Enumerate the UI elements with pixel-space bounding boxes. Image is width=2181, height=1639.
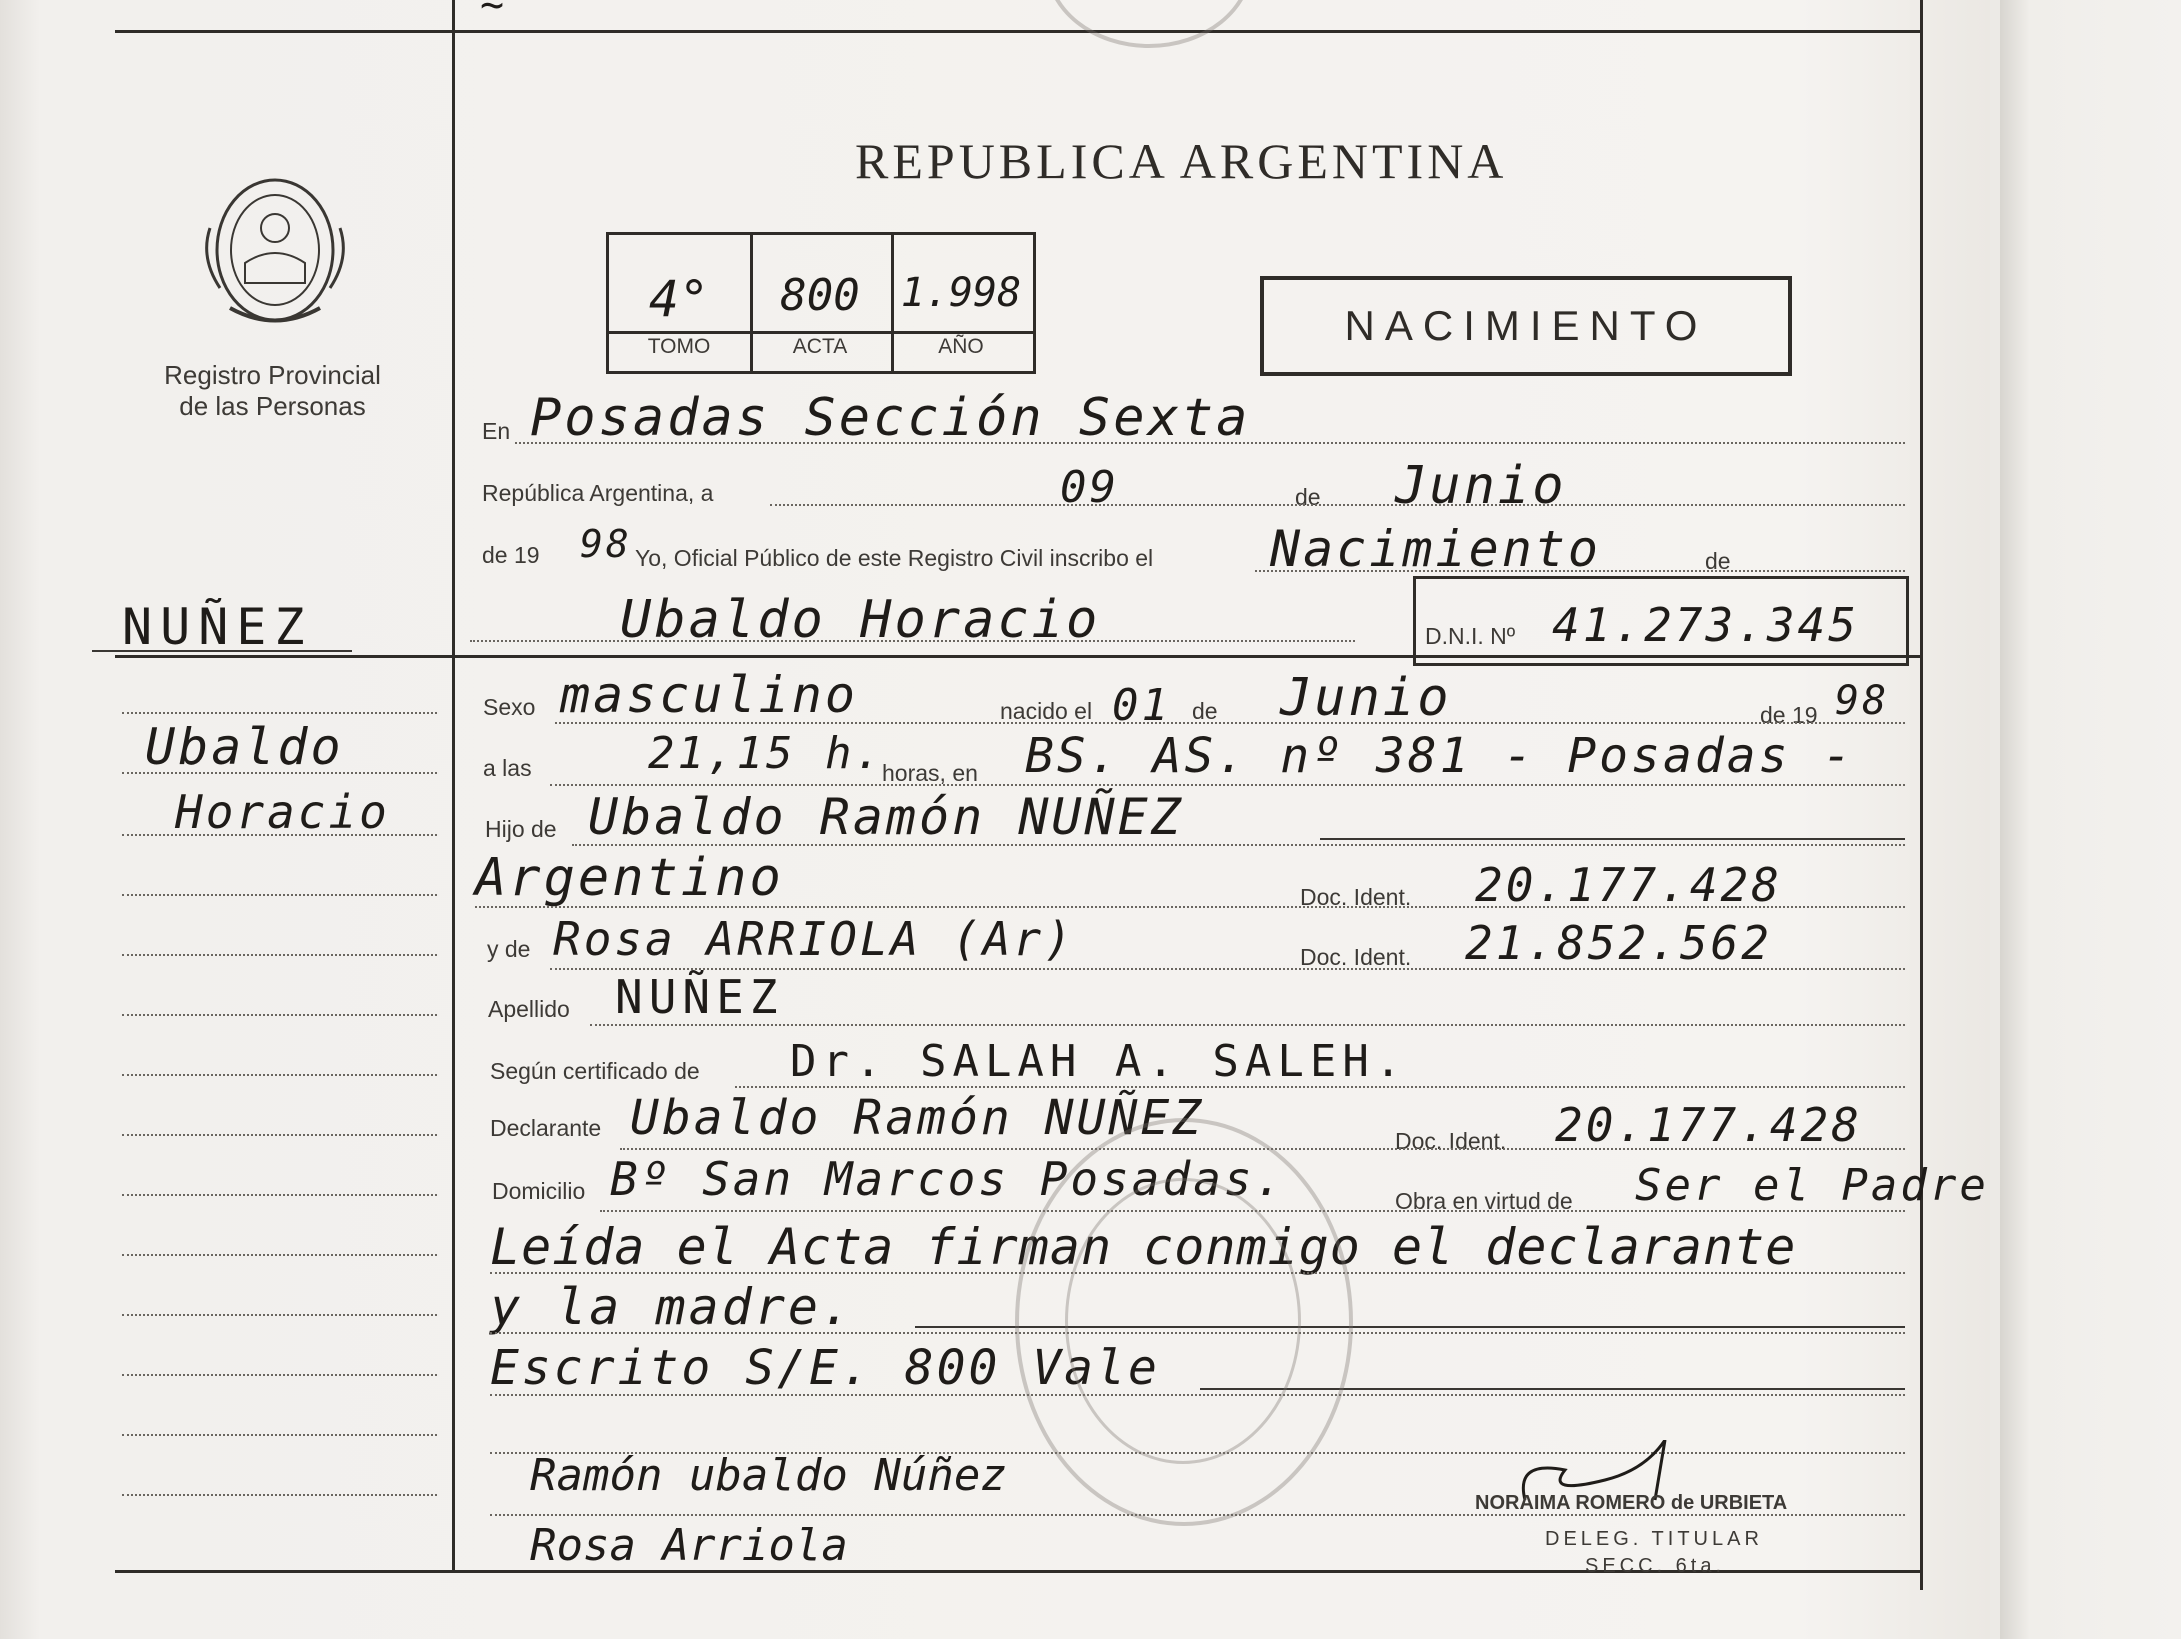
en-value: Posadas Sección Sexta <box>530 388 1251 448</box>
en-line <box>515 442 1905 444</box>
nacido-de-label: de <box>1192 698 1218 724</box>
facing-page <box>2000 0 2181 1639</box>
nacido-year: 98 <box>1835 678 1890 724</box>
name-line <box>470 640 1355 642</box>
father-nationality: Argentino <box>475 848 784 908</box>
margin-given-name-1: Ubaldo <box>145 718 344 776</box>
note-line-1: Leída el Acta firman conmigo el declarante <box>490 1218 1797 1276</box>
sexo-label: Sexo <box>483 694 536 720</box>
day-value: 09 <box>1060 462 1119 513</box>
act-type-box: NACIMIENTO <box>1260 276 1792 376</box>
obra-value: Ser el Padre <box>1635 1160 1989 1211</box>
anio-label: AÑO <box>938 335 984 358</box>
child-name: Ubaldo Horacio <box>620 590 1101 650</box>
horas-label: horas, en <box>882 760 978 786</box>
margin-given-name-2: Horacio <box>175 785 390 839</box>
year-prefix-label: de 19 <box>482 542 540 568</box>
official-section: SECC. 6ta. <box>1585 1555 1726 1577</box>
place-value: BS. AS. nº 381 - Posadas - <box>1025 728 1855 784</box>
inscribe-value: Nacimiento <box>1270 520 1602 578</box>
right-border <box>1920 0 1923 1590</box>
father-doc-label: Doc. Ident. <box>1300 884 1412 910</box>
margin-surname: NUÑEZ <box>122 598 313 656</box>
father-value: Ubaldo Ramón NUÑEZ <box>588 788 1184 846</box>
acta-label: ACTA <box>792 335 848 358</box>
hour-value: 21,15 h. <box>648 728 884 779</box>
note-line-2: y la madre. <box>490 1278 855 1336</box>
de-label-2: de <box>1705 548 1731 574</box>
acta-value: 800 <box>780 270 860 321</box>
declarante-doc-label: Doc. Ident. <box>1395 1128 1507 1154</box>
dni-label: D.N.I. Nº <box>1425 623 1516 649</box>
declarante-doc: 20.177.428 <box>1555 1098 1862 1152</box>
father-doc-line <box>475 906 1905 908</box>
yde-label: y de <box>487 936 531 962</box>
segun-value: Dr. SALAH A. SALEH. <box>790 1036 1408 1087</box>
declarante-label: Declarante <box>490 1115 602 1141</box>
civil-registry-stamp-inner <box>1065 1178 1301 1464</box>
segun-line <box>735 1086 1905 1088</box>
margin-divider <box>452 0 455 1572</box>
officer-line <box>1255 570 1905 572</box>
republica-line <box>770 504 1905 506</box>
sexo-value: masculino <box>560 666 858 724</box>
signature-declarant: Ramón ubaldo Núñez <box>530 1450 1007 1501</box>
officer-text: Yo, Oficial Público de este Registro Civil inscribo el <box>635 545 1154 571</box>
top-signature-fragment: ~ <box>480 0 508 28</box>
father-doc: 20.177.428 <box>1475 858 1782 912</box>
a-las-line <box>550 784 1905 786</box>
official-title: DELEG. TITULAR <box>1545 1528 1763 1550</box>
anio-value: 1.998 <box>900 270 1022 316</box>
obra-label: Obra en virtud de <box>1395 1188 1573 1214</box>
declarante-value: Ubaldo Ramón NUÑEZ <box>630 1090 1205 1146</box>
domicilio-label: Domicilio <box>492 1178 586 1204</box>
nacido-year-label: de 19 <box>1760 702 1818 728</box>
top-rule <box>115 30 1920 33</box>
hijo-fill <box>1320 838 1905 840</box>
top-stamp-fragment <box>1045 0 1253 48</box>
sexo-line <box>555 722 1905 724</box>
nacido-month: Junio <box>1280 668 1452 728</box>
registry-line-2: de las Personas <box>179 391 366 421</box>
apellido-value: NUÑEZ <box>615 970 784 1024</box>
registry-line-1: Registro Provincial <box>164 360 381 390</box>
nacido-label: nacido el <box>1000 698 1093 724</box>
domicilio-value: Bº San Marcos Posadas. <box>610 1152 1286 1206</box>
tomo-value: 4° <box>648 270 710 328</box>
margin-surname-underline <box>92 650 352 652</box>
tomo-label: TOMO <box>647 335 711 358</box>
de-label: de <box>1295 484 1321 510</box>
month-value: Junio <box>1395 456 1567 516</box>
segun-label: Según certificado de <box>490 1058 700 1084</box>
republica-label: República Argentina, a <box>482 480 714 506</box>
signature-mother: Rosa Arriola <box>530 1520 848 1571</box>
apellido-line <box>590 1024 1905 1026</box>
apellido-label: Apellido <box>488 996 570 1022</box>
dni-value: 41.273.345 <box>1552 598 1859 652</box>
mother-doc-label: Doc. Ident. <box>1300 944 1412 970</box>
mother-value: Rosa ARRIOLA (Ar) <box>553 912 1075 966</box>
note-line-3: Escrito S/E. 800 Vale <box>490 1340 1160 1396</box>
year-value: 98 <box>580 522 632 566</box>
mother-doc: 21.852.562 <box>1465 916 1772 970</box>
country-title: REPUBLICA ARGENTINA <box>855 133 1508 189</box>
en-label: En <box>482 418 511 444</box>
record-number-box <box>606 232 1036 374</box>
a-las-label: a las <box>483 755 532 781</box>
hijo-label: Hijo de <box>485 816 557 842</box>
registry-name <box>140 360 405 422</box>
hijo-line <box>572 844 1905 846</box>
nacido-day: 01 <box>1112 680 1171 731</box>
misiones-seal-icon <box>200 168 350 338</box>
official-name: NORAIMA ROMERO de URBIETA <box>1475 1492 1788 1514</box>
